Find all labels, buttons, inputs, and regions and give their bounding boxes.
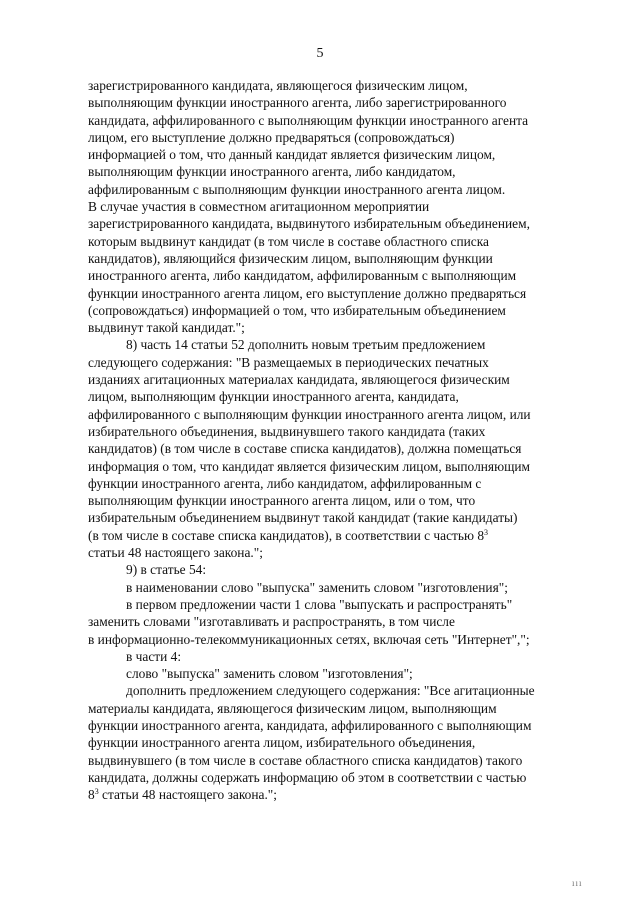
text-line [88,440,590,457]
text-line [88,146,590,163]
text-line-content: кандидата, должны содержать информацию об этом в соответствии с частью [88,769,527,785]
text-line [88,319,590,336]
text-line-content: В случае участия в совместном агитационном мероприятии [88,199,430,215]
text-line-content: статьи 48 настоящего закона."; [88,545,263,561]
text-line-content: заменить словами "изготавливать и распространять, в том числе [88,614,455,630]
text-line-content: в части 4: [126,648,182,664]
text-line [88,752,590,769]
text-line-content: выполняющим функции иностранного агента, либо кандидатом, [88,164,456,180]
text-line [88,94,590,111]
text-line-content: аффилированным с выполняющим функции иностранного агента лицом. [88,181,506,197]
text-line [88,77,590,94]
text-line-content: функции иностранного агента лицом, избирательного объединения, [88,735,476,751]
text-line [88,786,590,803]
text-line [88,129,590,146]
text-line [88,267,590,284]
text-line-content: 9) в статье 54: [126,562,207,578]
text-line-content: выдвинувшего (в том числе в составе областного списка кандидатов) такого [88,752,523,768]
text-line [88,198,590,215]
text-line-content: выполняющим функции иностранного агента лицом, или о том, что [88,493,476,509]
text-line-content: лицом, его выступление должно предваряться (сопровождаться) [88,129,455,145]
text-line-content: выполняющим функции иностранного агента, либо зарегистрированного [88,95,507,111]
text-line [88,388,590,405]
text-line [88,163,590,180]
text-line-content: избирательным объединением выдвинут такой кандидат (такие кандидаты) [88,510,518,526]
text-line-content: кандидатов), являющийся физическим лицом, выполняющим функции [88,250,493,266]
text-line-content: в информационно-телекоммуникационных сетях, включая сеть "Интернет","; [88,631,530,647]
text-line [88,631,590,648]
document-body [88,77,590,803]
text-line-content: (в том числе в составе списка кандидатов), в соответствии с частью 8 [88,527,485,543]
text-line [88,336,590,353]
text-line-content: материалы кандидата, являющегося физическим лицом, выполняющим [88,700,497,716]
text-line-content: слово "выпуска" заменить словом "изготовления"; [126,666,413,682]
text-line [88,302,590,319]
text-line [88,458,590,475]
text-line [88,475,590,492]
superscript: 3 [94,787,99,797]
text-line [88,250,590,267]
text-line [88,371,590,388]
text-line-content: функции иностранного агента лицом, его выступление должно предваряться [88,285,527,301]
text-line [88,734,590,751]
text-line [88,112,590,129]
text-line [88,544,590,561]
text-line-content: зарегистрированного кандидата, выдвинутого избирательным объединением, [88,216,530,232]
superscript: 3 [484,527,489,537]
text-line [88,717,590,734]
text-line [88,215,590,232]
text-line-content: лицом, выполняющим функции иностранного агента, кандидата, [88,389,459,405]
text-line [88,509,590,526]
text-line [88,492,590,509]
text-line-content: функции иностранного агента, кандидата, аффилированного с выполняющим [88,717,532,733]
text-line [88,406,590,423]
text-line-content: избирательного объединения, выдвинувшего такого кандидата (таких [88,423,486,439]
text-line [88,561,590,578]
text-line-content: выдвинут такой кандидат."; [88,320,245,336]
text-line [88,579,590,596]
text-line-tail: статьи 48 настоящего закона."; [98,787,277,803]
text-line [88,596,590,613]
text-line-content: кандидатов) (в том числе в составе списка кандидатов), должна помещаться [88,441,522,457]
text-line-content: аффилированного с выполняющим функции иностранного агента лицом, или [88,406,531,422]
text-line-content: (сопровождаться) информацией о том, что избирательным объединением [88,302,506,318]
text-line [88,285,590,302]
text-line-content: которым выдвинут кандидат (в том числе в составе областного списка [88,233,489,249]
text-line [88,527,590,544]
text-line [88,682,590,699]
text-line-content: 8) часть 14 статьи 52 дополнить новым третьим предложением [126,337,486,353]
text-line-content: 8 [88,787,95,803]
text-line-content: кандидата, аффилированного с выполняющим функции иностранного агента [88,112,529,128]
text-line-content: зарегистрированного кандидата, являющегося физическим лицом, [88,78,468,93]
text-line [88,423,590,440]
text-line-content: изданиях агитационных материалах кандидата, являющегося физическим [88,372,510,388]
text-line [88,769,590,786]
text-line [88,613,590,630]
text-line-content: в наименовании слово "выпуска" заменить словом "изготовления"; [126,579,508,595]
text-line-content: иностранного агента, либо кандидатом, аффилированным с выполняющим [88,268,517,284]
page-number: 5 [316,46,324,61]
footer-mark: ııı [572,878,583,888]
text-line [88,181,590,198]
text-line-content: в первом предложении части 1 слова "выпускать и распространять" [126,596,513,612]
text-line-content: информация о том, что кандидат является физическим лицом, выполняющим [88,458,531,474]
text-line-content: дополнить предложением следующего содержания: "Все агитационные [126,683,535,699]
text-line [88,700,590,717]
text-line [88,354,590,371]
text-line-content: функции иностранного агента, либо кандидатом, аффилированным с [88,475,482,491]
text-line-content: следующего содержания: "В размещаемых в периодических печатных [88,354,489,370]
text-line [88,648,590,665]
text-line-content: информацией о том, что данный кандидат является физическим лицом, [88,147,496,163]
text-line [88,665,590,682]
text-line [88,233,590,250]
